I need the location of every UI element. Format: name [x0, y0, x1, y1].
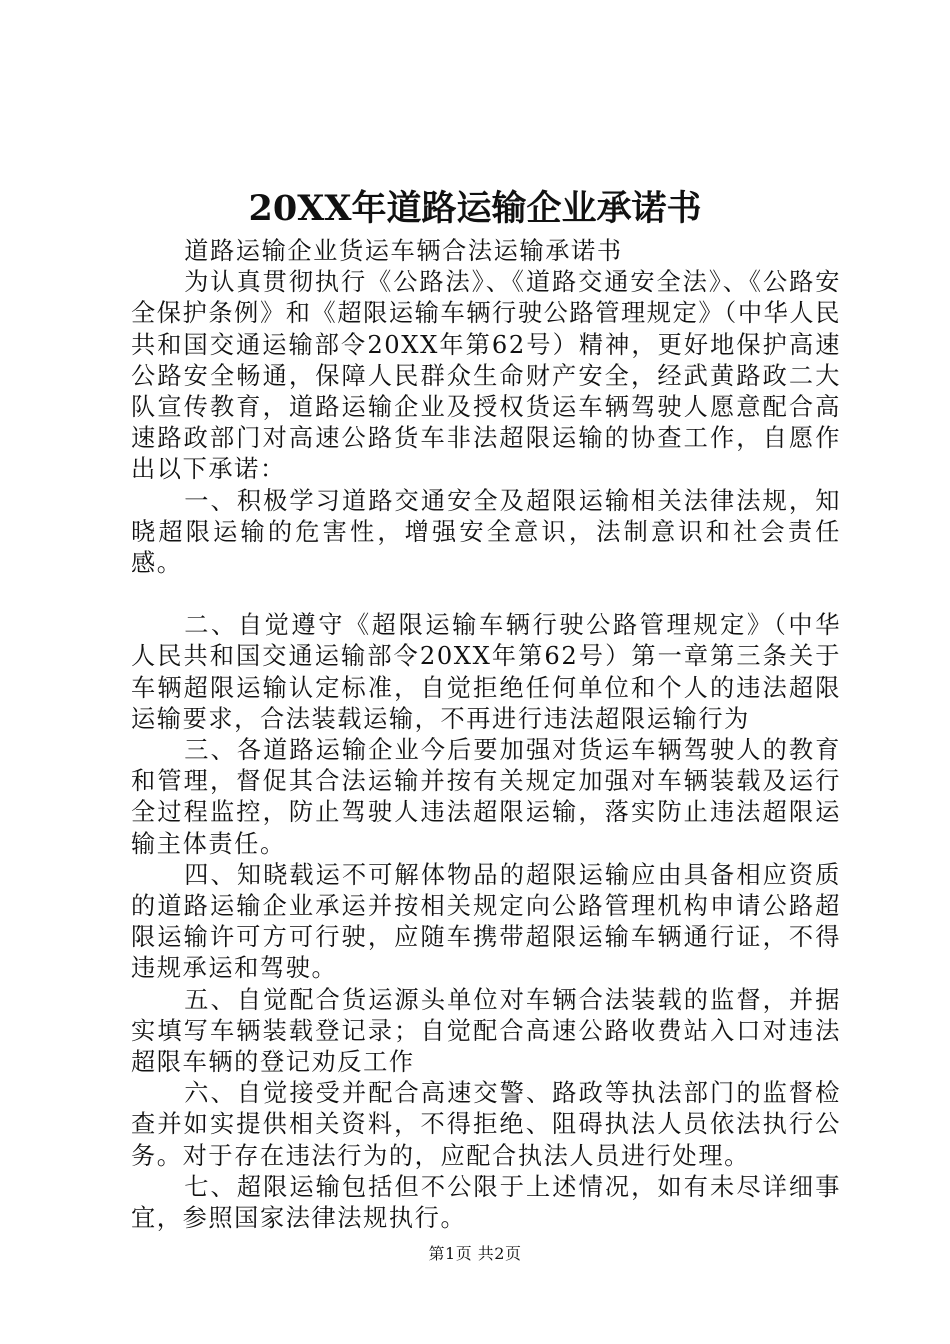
page-footer: 第1页 共2页 — [428, 1244, 522, 1263]
commitment-paragraph-5: 五、自觉配合货运源头单位对车辆合法装载的监督，并据实填写车辆装载登记录；自觉配合高速公路收费站入口对违法超限车辆的登记劝反工作 — [131, 985, 841, 1077]
intro-paragraph: 为认真贯彻执行《公路法》、《道路交通安全法》、《公路安全保护条例》和《超限运输车辆行驶公路管理规定》（中华人民共和国交通运输部令20XX年第62号）精神，更好地保护高速公路安全畅通，保障人民群众生命财产安全，经武黄路政二大队宣传教育，道路运输企业及授权货运车辆驾驶人愿意配合高速路政部门对高速公路货车非法超限运输的协查工作，自愿作出以下承诺： — [131, 268, 841, 484]
document-title: 20XX年道路运输企业承诺书 — [248, 188, 702, 229]
document-body — [131, 236, 841, 1234]
subtitle-paragraph: 道路运输企业货运车辆合法运输承诺书 — [184, 237, 623, 265]
commitment-paragraph-7: 七、超限运输包括但不公限于上述情况，如有未尽详细事宜，参照国家法律法规执行。 — [131, 1172, 841, 1233]
commitment-paragraph-3: 三、各道路运输企业今后要加强对货运车辆驾驶人的教育和管理，督促其合法运输并按有关规定加强对车辆装载及运行全过程监控，防止驾驶人违法超限运输，落实防止违法超限运输主体责任。 — [131, 736, 841, 858]
commitment-paragraph-6: 六、自觉接受并配合高速交警、路政等执法部门的监督检查并如实提供相关资料，不得拒绝、阻碍执法人员依法执行公务。对于存在违法行为的，应配合执法人员进行处理。 — [131, 1079, 841, 1170]
commitment-paragraph-4: 四、知晓载运不可解体物品的超限运输应由具备相应资质的道路运输企业承运并按相关规定向公路管理机构申请公路超限运输许可方可行驶，应随车携带超限运输车辆通行证，不得违规承运和驾驶。 — [131, 860, 841, 983]
commitment-paragraph-2: 二、自觉遵守《超限运输车辆行驶公路管理规定》（中华人民共和国交通运输部令20XX年第62号）第一章第三条关于车辆超限运输认定标准，自觉拒绝任何单位和个人的违法超限运输要求，合法装载运输，不再进行违法超限运输行为 — [131, 611, 841, 733]
commitment-paragraph-1: 一、积极学习道路交通安全及超限运输相关法律法规，知晓超限运输的危害性，增强安全意识，法制意识和社会责任感。 — [131, 486, 841, 578]
